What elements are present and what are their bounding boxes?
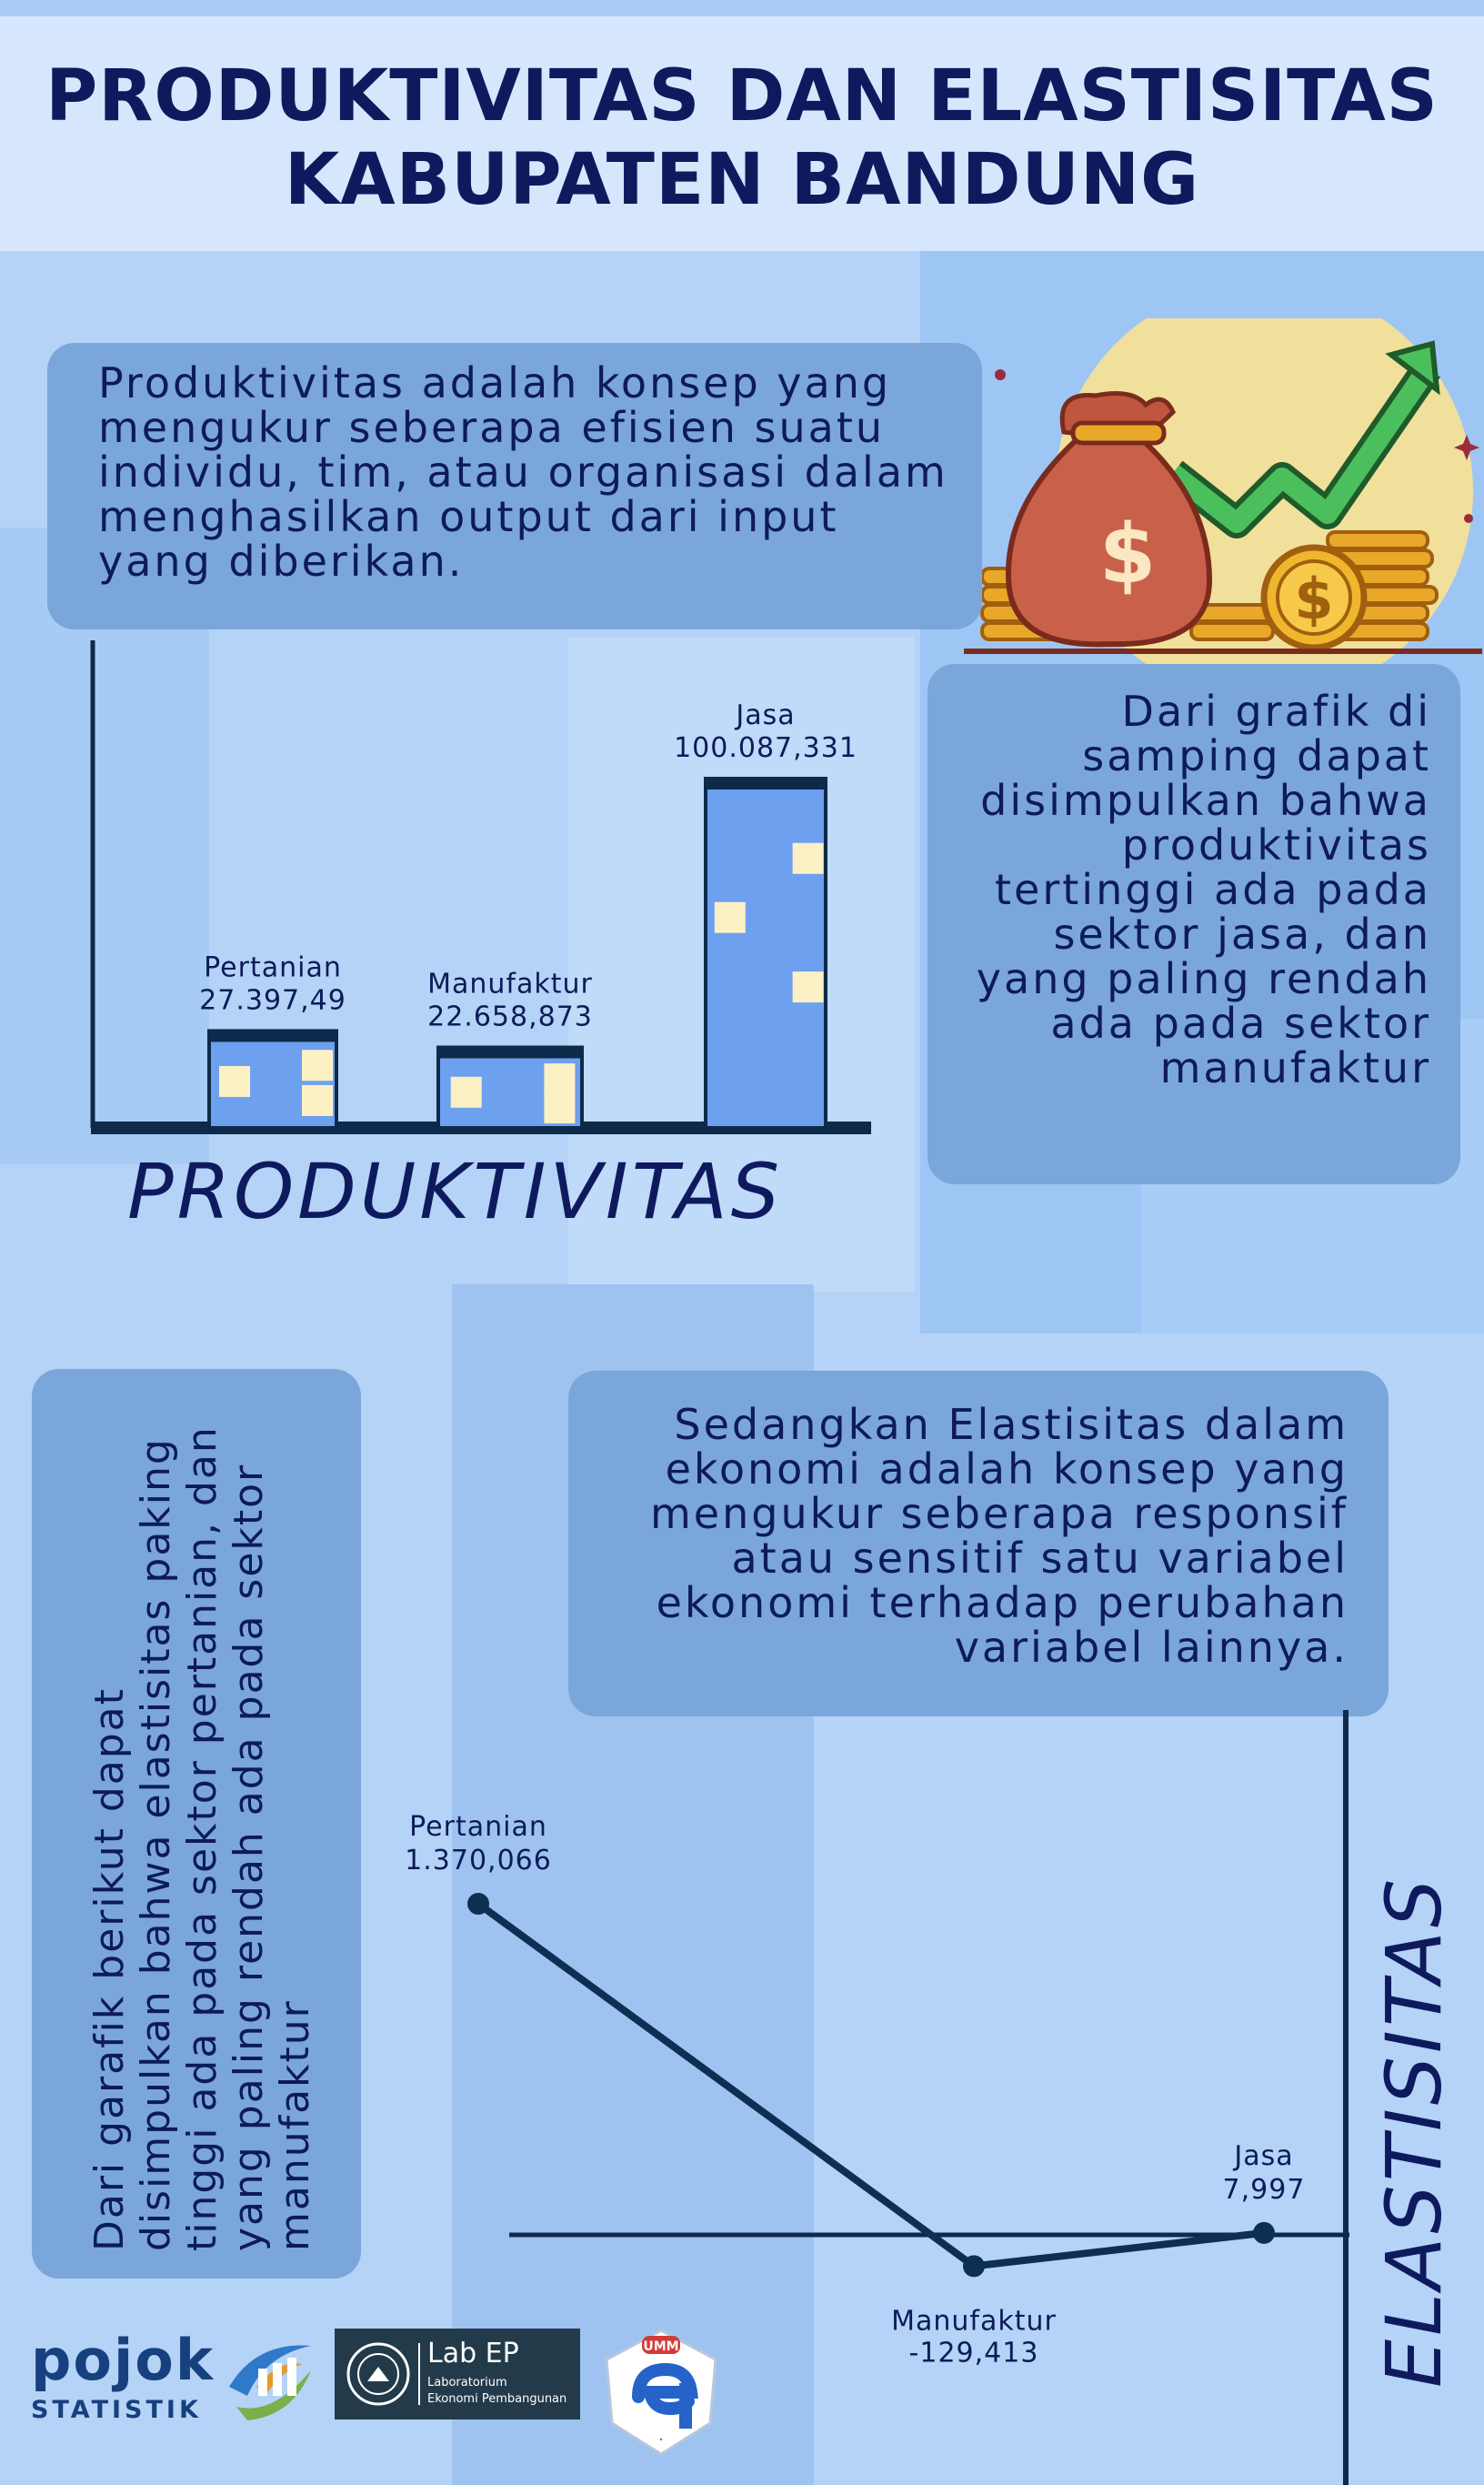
point-category-label: Jasa [1234,2139,1294,2172]
point-category-label: Manufaktur [891,2305,1057,2338]
bar-window [302,1085,333,1116]
elasticity-conclusion: Dari garafik berikut dapat disimpulkan bahwa elastisitas paking tinggi ada pada sektor pertanian, dan yang paling rendah ada pada sektor manufaktur [86,1425,318,2251]
productivity-bar-chart [91,640,871,1128]
bar-window [793,971,824,1002]
pojok-wordmark: pojok [31,2327,216,2393]
lab-ep-logo [335,2329,580,2420]
bar-category-label: Jasa [736,699,796,731]
bar-window [793,843,824,874]
data-point [1253,2222,1275,2244]
bar-window [219,1066,250,1097]
point-value-label: 7,997 [1222,2173,1306,2206]
bar-window [715,902,746,933]
lab-ep-wordmark: Lab EP [427,2338,519,2369]
bar [706,780,826,1128]
lab-seal-icon [346,2341,411,2407]
lab-ep-line2: Ekonomi Pembangunan [427,2392,567,2406]
pojok-statistik-logo [31,2327,216,2438]
bar-category-label: Pertanian [204,951,342,984]
bar-cap [704,777,827,790]
svg-text:$: $ [1294,566,1334,632]
bar-window [302,1050,333,1081]
productivity-definition: Produktivitas adalah konsep yang mengukur seberapa efisien suatu individu, tim, atau organisasi dalam menghasilkan output dari input yang diberikan. [98,358,948,586]
point-category-label: Pertanian [409,1811,547,1843]
svg-text:$: $ [1098,507,1157,602]
point-value-label: 1.370,066 [405,1845,552,1876]
productivity-conclusion: Dari grafik di samping dapat disimpulkan bahwa produktivitas tertinggi ada pada sektor jasa, dan yang paling rendah ada pada sektor manufaktur [976,687,1431,1092]
bar-cap [436,1046,584,1059]
title-line-1: PRODUKTIVITAS DAN ELASTISITAS [45,55,1439,137]
data-point [963,2255,985,2277]
bar-cap [207,1029,338,1041]
elasticity-chart-title: ELASTISITAS [1369,1875,1459,2388]
bar-value-label: 100.087,331 [674,732,857,764]
bar-group [199,951,346,1128]
svg-text:•: • [658,2436,664,2444]
logos-row [0,2329,746,2483]
bps-logo-icon [220,2332,320,2423]
lab-ep-line1: Laboratorium [427,2376,507,2389]
bar-group [427,969,593,1128]
point-value-label: -129,413 [908,2337,1039,2369]
umm-ep-badge-icon [602,2329,720,2456]
bar-window [544,1063,575,1094]
bar-window [451,1077,482,1108]
bar-window [544,1092,575,1123]
bar-group [674,699,857,1128]
series-line [478,1904,1264,2266]
bar-category-label: Manufaktur [427,968,593,1001]
umm-badge-text: UMM [643,2339,679,2354]
elasticity-definition: Sedangkan Elastisitas dalam ekonomi adalah konsep yang mengukur seberapa responsif atau sensitif satu variabel ekonomi terhadap perubahan variabel lainnya. [649,1400,1349,1672]
statistik-wordmark: STATISTIK [31,2396,202,2424]
data-point [467,1893,489,1915]
bar-value-label: 22.658,873 [427,1001,593,1033]
bar-value-label: 27.397,49 [199,984,346,1017]
title-line-2: KABUPATEN BANDUNG [284,139,1200,221]
productivity-chart-title: PRODUKTIVITAS [127,1147,784,1236]
